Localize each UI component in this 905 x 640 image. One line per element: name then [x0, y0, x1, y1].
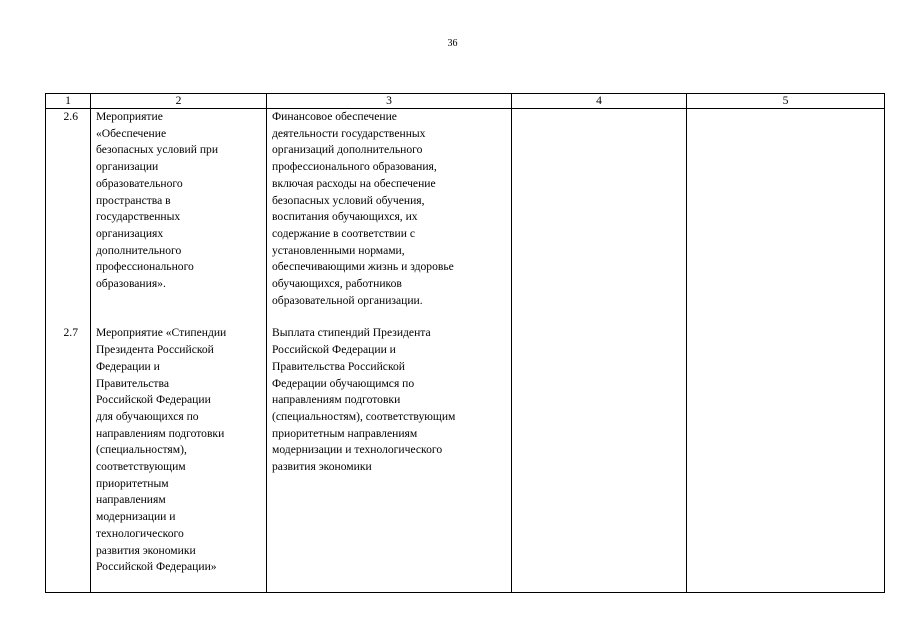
description-line: обучающихся, работников	[272, 277, 402, 291]
event-line: направлениям	[96, 493, 166, 507]
description-line: деятельности государственных	[272, 126, 426, 140]
event-line: профессионального	[96, 260, 194, 274]
event-cell	[91, 109, 267, 593]
event-line: (специальностям),	[96, 443, 187, 457]
table-body-row	[46, 109, 885, 593]
description-cell	[267, 109, 512, 593]
event-line: соответствующим	[96, 460, 186, 474]
header-cell-5: 5	[687, 94, 885, 109]
description-line: развития экономики	[272, 460, 372, 474]
description-line: содержание в соответствии с	[272, 226, 415, 240]
description-block-2-6	[272, 109, 509, 309]
event-line: «Обеспечение	[96, 126, 167, 140]
event-line: приоритетным	[96, 476, 169, 490]
event-line: направлениям подготовки	[96, 426, 225, 440]
event-line: дополнительного	[96, 243, 182, 257]
event-line: образования».	[96, 277, 166, 291]
description-line: направлениям подготовки	[272, 393, 401, 407]
header-cell-3: 3	[267, 94, 512, 109]
event-line: Российской Федерации»	[96, 560, 217, 574]
event-line: развития экономики	[96, 543, 196, 557]
description-line: приоритетным направлениям	[272, 426, 418, 440]
description-line: Выплата стипендий Президента	[272, 326, 431, 340]
event-line: Мероприятие	[96, 110, 163, 123]
description-line: безопасных условий обучения,	[272, 193, 425, 207]
event-line: организациях	[96, 226, 164, 240]
description-line: Федерации обучающимся по	[272, 376, 415, 390]
empty-cell-col4	[512, 109, 687, 593]
description-line: Правительства Российской	[272, 359, 405, 373]
event-line: технологического	[96, 526, 184, 540]
event-line: организации	[96, 160, 159, 174]
row-spacer	[46, 126, 78, 143]
description-line: (специальностям), соответствующим	[272, 409, 456, 423]
table-header-row	[46, 94, 885, 109]
row-number-cell	[46, 109, 91, 593]
description-line: образовательной организации.	[272, 293, 423, 307]
description-line: организаций дополнительного	[272, 143, 423, 157]
row-number: 2.6	[63, 110, 78, 123]
description-line: Российской Федерации и	[272, 343, 396, 357]
event-line: Мероприятие «Стипендии	[96, 326, 227, 340]
header-cell-4: 4	[512, 94, 687, 109]
empty-cell-col5	[687, 109, 885, 593]
event-line: Правительства	[96, 376, 169, 390]
event-line: Федерации и	[96, 359, 160, 373]
page-number: 36	[447, 38, 458, 49]
description-block-2-7	[272, 325, 509, 475]
event-line: Президента Российской	[96, 343, 214, 357]
event-line: безопасных условий при	[96, 143, 219, 157]
description-line: модернизации и технологического	[272, 443, 443, 457]
header-cell-2: 2	[91, 94, 267, 109]
description-line: Финансовое обеспечение	[272, 110, 397, 123]
event-block-2-7	[96, 325, 264, 576]
event-line: Российской Федерации	[96, 393, 211, 407]
row-number: 2.7	[63, 326, 78, 340]
description-line: включая расходы на обеспечение	[272, 176, 436, 190]
document-table	[45, 93, 885, 593]
description-line: обеспечивающими жизнь и здоровье	[272, 260, 454, 274]
event-line: пространства в	[96, 193, 171, 207]
event-line: для обучающихся по	[96, 409, 199, 423]
event-line: модернизации и	[96, 510, 176, 524]
event-block-2-6	[96, 109, 264, 309]
description-line: профессионального образования,	[272, 160, 437, 174]
header-cell-1: 1	[46, 94, 91, 109]
description-line: воспитания обучающихся, их	[272, 210, 418, 224]
event-line: образовательного	[96, 176, 183, 190]
event-line: государственных	[96, 210, 181, 224]
description-line: установленными нормами,	[272, 243, 405, 257]
